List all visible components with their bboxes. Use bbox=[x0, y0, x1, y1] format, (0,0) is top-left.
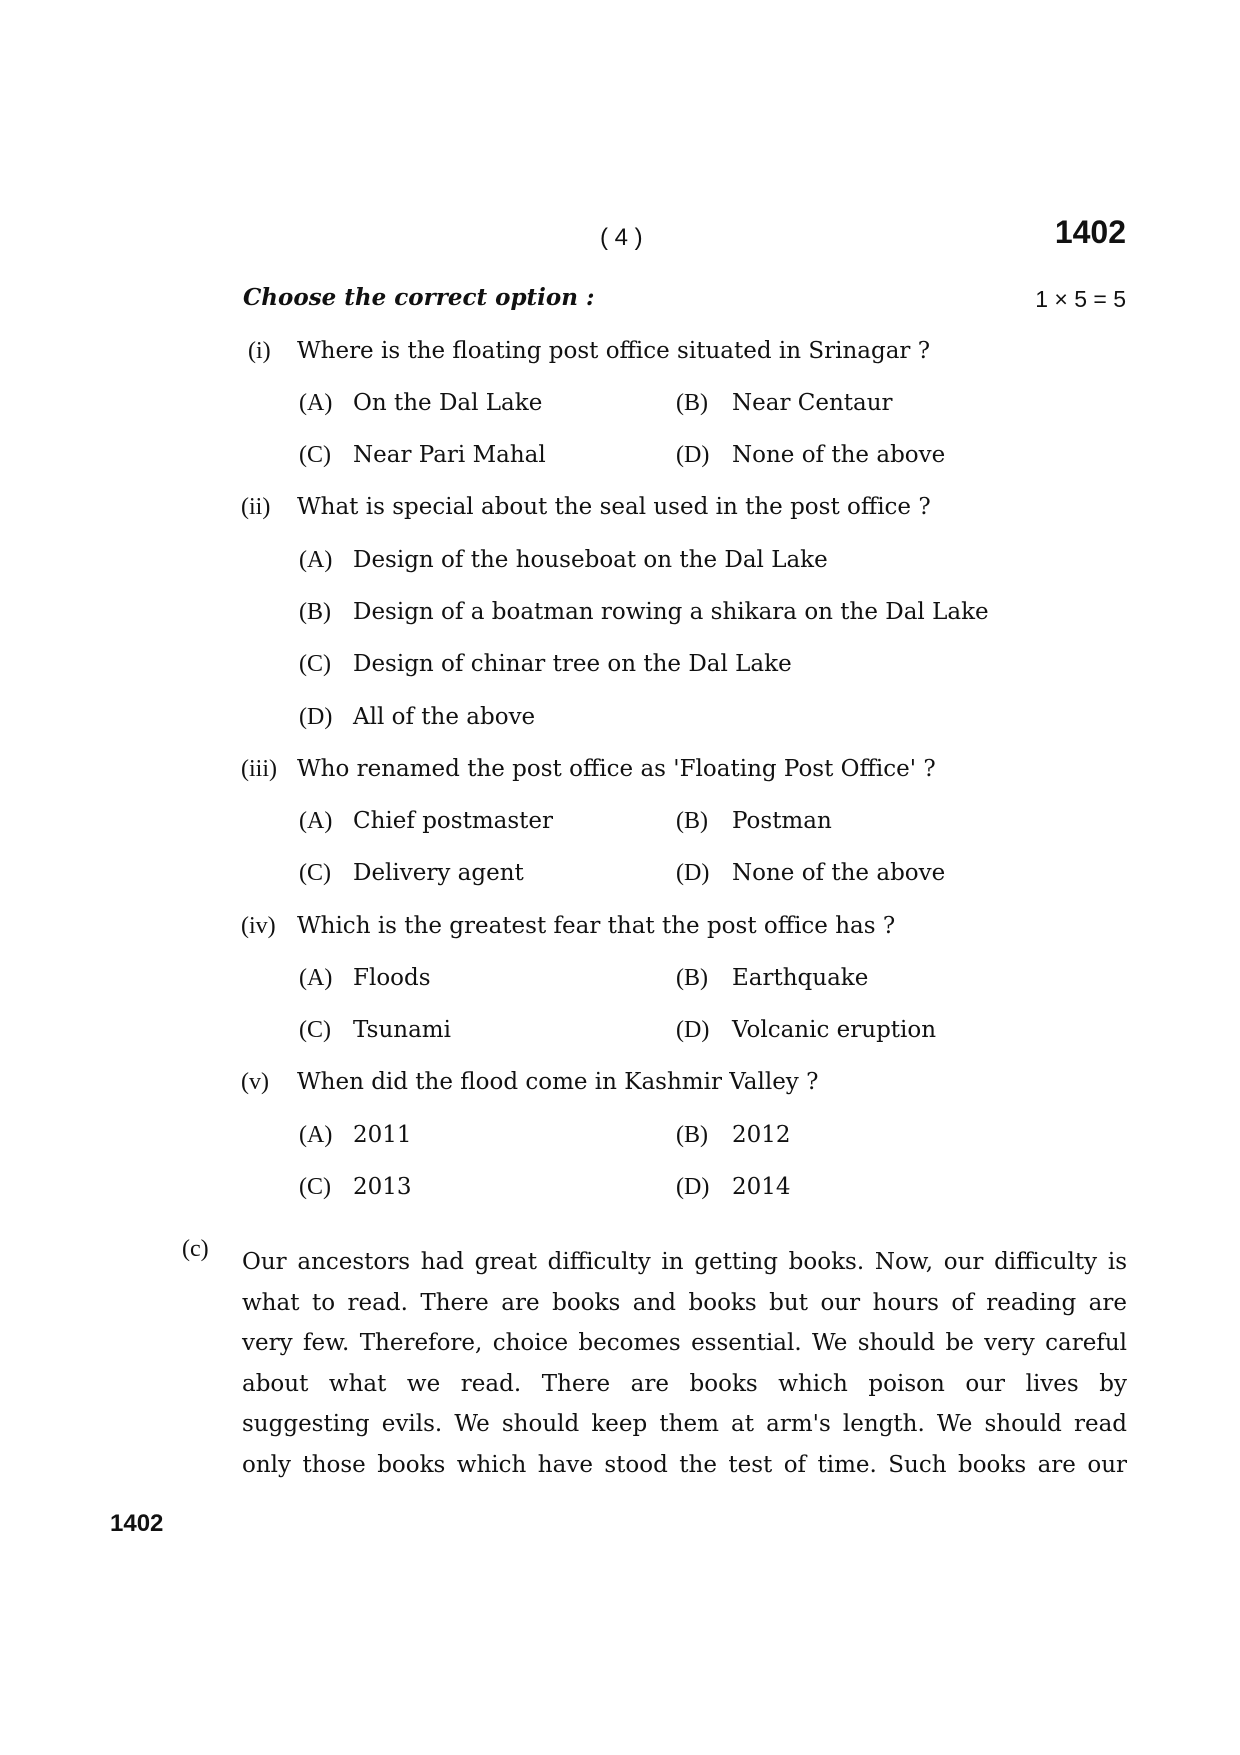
question-text: Who renamed the post office as 'Floating Post Office' ? bbox=[297, 756, 936, 782]
option-text: Design of chinar tree on the Dal Lake bbox=[353, 651, 792, 677]
option-text: Design of a boatman rowing a shikara on the Dal Lake bbox=[353, 599, 989, 625]
option-letter: (A) bbox=[299, 390, 333, 416]
option-text: Floods bbox=[353, 965, 431, 991]
option-letter: (C) bbox=[299, 1017, 331, 1043]
question-text: Which is the greatest fear that the post office has ? bbox=[297, 913, 896, 939]
option-text: Near Centaur bbox=[732, 390, 893, 416]
option-letter: (D) bbox=[676, 1017, 710, 1043]
option-letter: (A) bbox=[299, 1122, 333, 1148]
question-text: Where is the floating post office situated in Srinagar ? bbox=[297, 338, 931, 364]
option-letter: (A) bbox=[299, 965, 333, 991]
option-text: Near Pari Mahal bbox=[353, 442, 546, 468]
marks-allocation: 1 × 5 = 5 bbox=[1035, 286, 1126, 312]
question-number: (i) bbox=[248, 338, 271, 364]
passage-line: about what we read. There are books which poison our lives by bbox=[242, 1370, 1127, 1397]
option-text: On the Dal Lake bbox=[353, 390, 543, 416]
option-text: 2012 bbox=[732, 1122, 791, 1148]
passage-line: Our ancestors had great difficulty in getting books. Now, our difficulty is bbox=[242, 1249, 1127, 1275]
option-letter: (D) bbox=[676, 442, 710, 468]
reading-passage bbox=[242, 1242, 1127, 1486]
option-letter: (C) bbox=[299, 442, 331, 468]
option-text: Design of the houseboat on the Dal Lake bbox=[353, 547, 828, 573]
option-text: Delivery agent bbox=[353, 860, 524, 886]
question-number: (iv) bbox=[241, 913, 276, 939]
option-letter: (D) bbox=[676, 1174, 710, 1200]
option-letter: (D) bbox=[299, 704, 333, 730]
option-letter: (B) bbox=[299, 599, 331, 625]
option-letter: (C) bbox=[299, 651, 331, 677]
option-text: Earthquake bbox=[732, 965, 869, 991]
option-text: None of the above bbox=[732, 860, 946, 886]
option-letter: (B) bbox=[676, 965, 708, 991]
option-text: None of the above bbox=[732, 442, 946, 468]
option-letter: (D) bbox=[676, 860, 710, 886]
option-letter: (B) bbox=[676, 390, 708, 416]
question-text: When did the flood come in Kashmir Valley ? bbox=[297, 1069, 819, 1095]
question-number: (iii) bbox=[241, 756, 277, 782]
passage-label: (c) bbox=[182, 1236, 209, 1262]
option-letter: (A) bbox=[299, 547, 333, 573]
passage-line: what to read. There are books and books but our hours of reading are bbox=[242, 1289, 1127, 1316]
question-number: (ii) bbox=[241, 494, 271, 520]
paper-code-bottom: 1402 bbox=[110, 1510, 164, 1537]
passage-line: very few. Therefore, choice becomes essential. We should be very careful bbox=[242, 1330, 1127, 1357]
passage-line: suggesting evils. We should keep them at arm's length. We should read bbox=[242, 1411, 1127, 1438]
option-letter: (C) bbox=[299, 860, 331, 886]
question-number: (v) bbox=[241, 1069, 269, 1095]
option-text: Chief postmaster bbox=[353, 808, 553, 834]
question-text: What is special about the seal used in the post office ? bbox=[297, 494, 931, 520]
passage-line: only those books which have stood the test of time. Such books are our bbox=[242, 1451, 1127, 1478]
option-text: 2011 bbox=[353, 1122, 412, 1148]
option-text: All of the above bbox=[353, 704, 536, 730]
option-text: Tsunami bbox=[353, 1017, 451, 1043]
option-letter: (C) bbox=[299, 1174, 331, 1200]
option-text: 2014 bbox=[732, 1174, 791, 1200]
paper-code-top: 1402 bbox=[1054, 214, 1126, 250]
section-instruction: Choose the correct option : bbox=[243, 284, 595, 311]
option-text: Postman bbox=[732, 808, 832, 834]
option-text: 2013 bbox=[353, 1174, 412, 1200]
page-number: ( 4 ) bbox=[600, 224, 643, 251]
option-text: Volcanic eruption bbox=[732, 1017, 937, 1043]
option-letter: (B) bbox=[676, 808, 708, 834]
option-letter: (B) bbox=[676, 1122, 708, 1148]
option-letter: (A) bbox=[299, 808, 333, 834]
